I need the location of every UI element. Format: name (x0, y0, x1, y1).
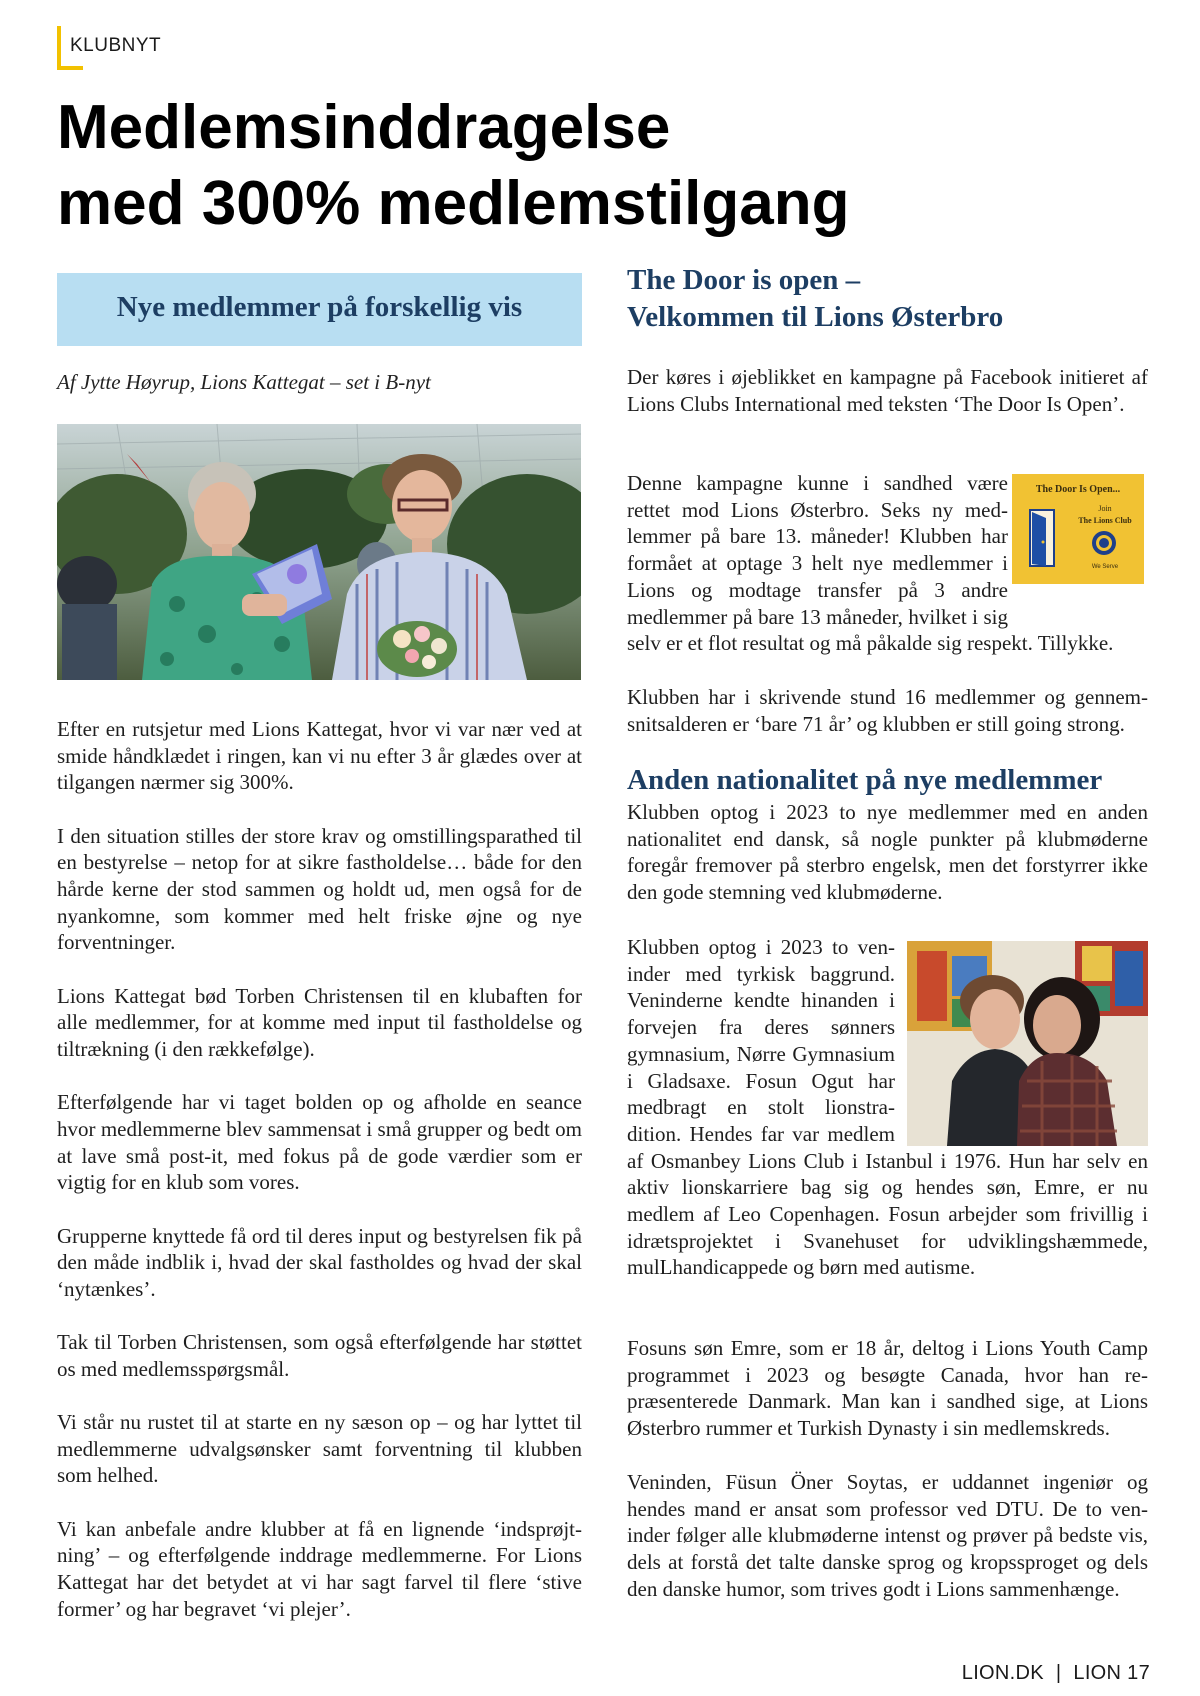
right-heading-line-1: The Door is open – (627, 264, 861, 296)
left-subhead-box (57, 273, 582, 346)
left-paragraph: Efter en rutsjetur med Lions Kattegat, hvor vi var nær ved at smide håndklædet i ringen, kan vi nu efter 3 år glædes over at tilgangen nærmer sig 300%. (57, 717, 582, 795)
title-line-2: med 300% medlemstilgang (57, 169, 850, 238)
left-paragraph: Vi står nu rustet til at starte en ny sæson op – og har lyttet til medlemmerne udvalgsønsker samt forventning til klubben som helhed. (57, 1410, 582, 1488)
poster-title: The Door Is Open... (1035, 484, 1121, 495)
left-paragraph: I den situation stilles der store krav og omstillingsparathed til en bestyrelse – netop for at sikre fastholdelse… både for den hårde kerne der stod sammen og holdt ud, men også for de nyankomne, som kommer med helt friske øjne og nye forventninger. (57, 823, 582, 955)
right-paragraph-1 (627, 364, 1148, 417)
right-heading (627, 262, 1167, 336)
right-paragraph-text (627, 934, 1148, 1281)
right-paragraph-2-text: Denne kampagne kunne i sandhed være rettet mod Lions Østerbro. Seks ny medlemmer på bare 13. måneder! Klubben har formået at optage 3 helt nye medlemmer i Lions og modtage transfer på 3 andre medlemmer på bare 13 måneder, hvilket i sig selv er et flot resultat og må påkalde sig respekt. Tillykke. (627, 471, 1114, 656)
right-paragraph-text: Veninden, Füsun Öner Soytas, er uddannet ingeniør og hendes mand er ansat som professor ved DTU. De to veninder følger alle klubmøderne intenst og prøver på bedste vis, dels at forstå det talte danske sprog og kropssproget og dels den danske humor, som trives godt i Lions sammenhænge. (627, 1470, 1148, 1601)
right-paragraph-7 (627, 1469, 1148, 1603)
right-paragraph-5-text: Klubben optog i 2023 to veninder med tyrkisk baggrund. Veninderne kendte hinanden i forvejen fra deres sønners gymnasium, Nørre Gymnasium i Gladsaxe. Fosun Ogut har medbragt en stolt lionstradition. Hendes far var medlem af Osmanbey Lions Club i Istanbul i 1976. Hun har selv en aktiv lionskarriere bag sig og hendes søn, Emre, er nu medlem af Leo Copenhagen. Fosun arbejder som frivillig i idrætsprojektet i Svanehuset for udviklingshæmmede, mulLhandicappede og børn med autisme. (627, 935, 1148, 1280)
right-paragraph-2 (627, 470, 1148, 657)
footer-page: LION 17 (1073, 1662, 1150, 1684)
right-paragraph-text: Fosuns søn Emre, som er 18 år, deltog i Lions Youth Camp programmet i 2023 og besøgte Canada, hvor han repræsenterede Danmark. Man kan i sandhed sige, at Lions Østerbro rummer et Turkish Dynasty i sin medlemskreds. (627, 1336, 1148, 1441)
right-paragraph-text: Der køres i øjeblikket en kampagne på Facebook initieret af Lions Clubs International med teksten ‘The Door Is Open’. (627, 365, 1148, 416)
left-subhead: Nye medlemmer på forskellig vis (116, 291, 523, 323)
right-paragraph-5 (627, 934, 1148, 1281)
left-paragraph: Vi kan anbefale andre klubber at få en lignende ‘indsprøjtning’ – og efterfølgende inddrage medlemmerne. For Lions Kattegat har det betydet at vi har sagt farvel til flere ‘stive former’ og har begravet ‘vi plejer’. (57, 1516, 582, 1621)
poster-float-spacer (1008, 470, 1148, 605)
poster-club: The Lions Club (1078, 516, 1132, 525)
section-tag-bar (57, 26, 61, 70)
right-paragraph-3 (627, 684, 1148, 737)
left-paragraph: Efterfølgende har vi taget bolden op og afholde en seance hvor medlemmerne blev sammensat i små grupper og bedt om at lave små post-it, med fokus på de gode værdier som er vigtig for en klub som vores. (57, 1090, 582, 1195)
footer-site: LION.DK (961, 1662, 1044, 1684)
page-title (57, 90, 1157, 242)
right-heading-line-2: Velkommen til Lions Østerbro (627, 301, 1004, 333)
poster-small: We Serve (1091, 564, 1119, 570)
photo-float-spacer (895, 934, 1148, 1144)
footer-separator: | (1055, 1662, 1062, 1684)
photo-two-women-flowers-image (57, 424, 581, 680)
section-label: KLUBNYT (70, 35, 162, 56)
title-line-1: Medlemsinddragelse (57, 93, 671, 162)
right-paragraph-6 (627, 1335, 1148, 1442)
section-tag-bar-bottom (57, 66, 83, 70)
left-paragraph: Lions Kattegat bød Torben Christensen til en klubaften for alle medlemmer, for at komme med input til fastholdelse og tiltrækning (i den rækkefølge). (57, 983, 582, 1062)
left-body (57, 716, 582, 1649)
poster-join: Join (1098, 504, 1112, 513)
left-paragraph: Grupperne knyttede få ord til deres input og bestyrelsen fik på den måde indblik i, hvad der skal fastholdes og hvad der skal ‘nytænkes’. (57, 1223, 582, 1301)
right-subheading: Anden nationalitet på nye medlemmer (627, 764, 1103, 796)
right-paragraph-text: Klubben optog i 2023 to nye medlemmer med en anden nationalitet end dansk, så nogle punkter på klubmøderne foregår fremover på sterbro engelsk, men det forstyrrer ikke den gode stemning ved klubmøderne. (627, 800, 1148, 905)
right-paragraph-text: Klubben har i skrivende stund 16 medlemmer og gennemsnitsalderen er ‘bare 71 år’ og klubben er still going strong. (627, 685, 1148, 736)
byline: Af Jytte Høyrup, Lions Kattegat – set i B-nyt (57, 370, 431, 394)
page-footer (962, 1662, 1150, 1685)
photo-two-women-flowers (57, 424, 581, 680)
left-paragraph: Tak til Torben Christensen, som også efterfølgende har støttet os med medlemsspørgsmål. (57, 1330, 582, 1381)
right-paragraph-4 (627, 799, 1148, 906)
right-paragraph-text (627, 470, 1148, 657)
